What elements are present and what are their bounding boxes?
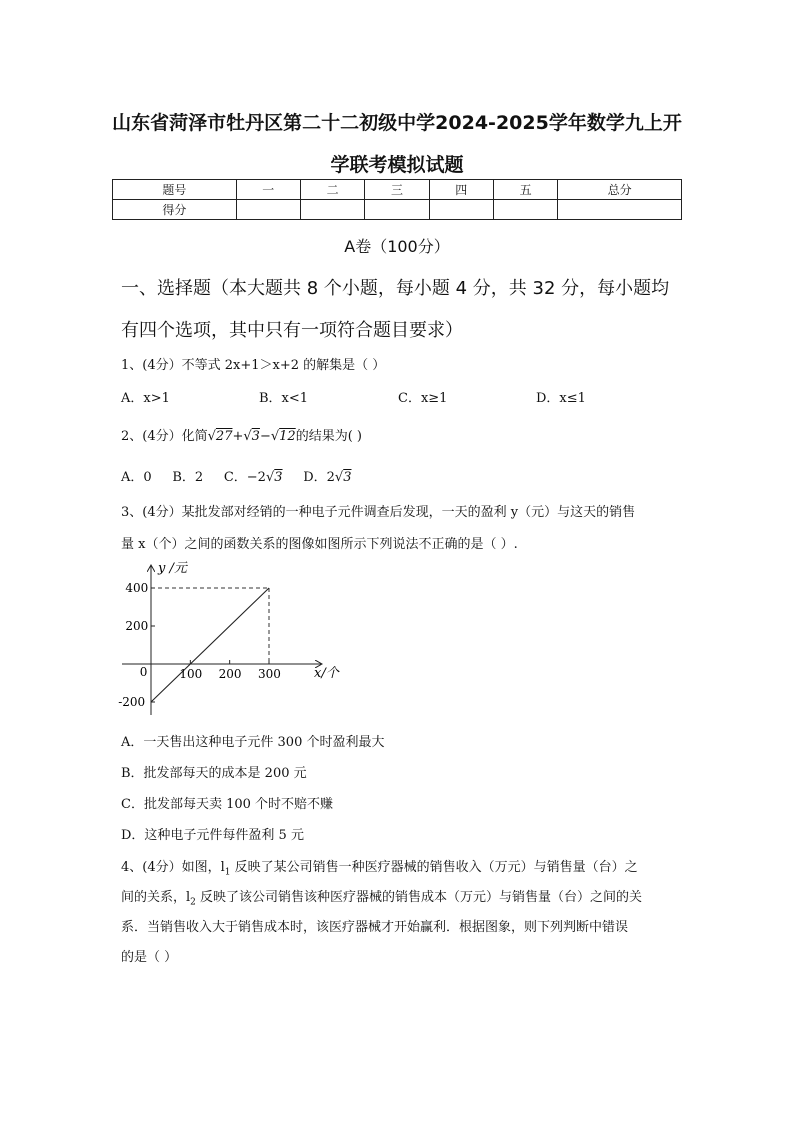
doc-title-line1: 山东省菏泽市牡丹区第二十二初级中学2024-2025学年数学九上开 — [112, 112, 682, 134]
q1-text: 1、(4分）不等式 2x+1＞x+2 的解集是（ ） — [121, 358, 386, 373]
sqrt-sign: √ — [243, 429, 252, 444]
q3-text-line2: 量 x（个）之间的函数关系的图像如图所示下列说法不正确的是（ ）. — [121, 537, 518, 552]
q2-text — [121, 425, 362, 444]
x-axis-label: x/个 — [314, 666, 339, 681]
x-tick-label: 100 — [179, 667, 203, 681]
x-tick-label: 200 — [218, 667, 242, 681]
q3-option-b: B．批发部每天的成本是 200 元 — [121, 766, 307, 781]
sqrt-sign: √ — [270, 429, 280, 444]
score-cell: 得分 — [113, 200, 237, 220]
doc-title-line2: 学联考模拟试题 — [330, 154, 464, 176]
q1-option-d: D．x≤1 — [536, 391, 586, 406]
score-cell[interactable] — [300, 200, 364, 220]
q1-option-b: B．x<1 — [259, 391, 309, 406]
q4-text-line3: 系．当销售收入大于销售成本时，该医疗器械才开始赢利．根据图象，则下列判断中错误 — [121, 920, 629, 935]
q4-text-line1: 4、(4分）如图，$l_1$ 反映了某公司销售一种医疗器械的销售收入（万元）与销售量（台）之 — [121, 860, 638, 878]
y-axis-label: y /元 — [158, 561, 187, 576]
part1-heading-line1: 一、选择题（本大题共 8 个小题，每小题 4 分，共 32 分，每小题均 — [121, 278, 670, 299]
score-cell[interactable] — [236, 200, 300, 220]
y-tick-label: 400 — [125, 581, 149, 595]
score-table-header-row — [113, 180, 682, 200]
q2-radicand-3: 12 — [279, 429, 296, 444]
q2-option-c: C．−2√3 — [223, 470, 283, 485]
score-cell: 四 — [429, 180, 493, 200]
q4-text-line4: 的是（ ） — [121, 950, 178, 965]
q2-option-b: B．2 — [172, 470, 204, 485]
y-tick-label: -200 — [118, 695, 146, 709]
score-table — [112, 179, 682, 220]
q2-option-a: A．0 — [121, 470, 152, 485]
q2-plus: + — [232, 429, 244, 444]
y-tick-label: 0 — [139, 665, 148, 679]
q2-prefix: 2、(4分）化简 — [121, 429, 208, 444]
score-table-score-row — [113, 200, 682, 220]
part1-heading-line2: 有四个选项，其中只有一项符合题目要求） — [121, 320, 463, 341]
section-a-heading: A卷（100分） — [344, 237, 450, 256]
x-tick-label: 300 — [258, 667, 281, 681]
q2-radicand-1: 27 — [215, 429, 233, 444]
q3-option-d: D．这种电子元件每件盈利 5 元 — [121, 828, 304, 843]
score-cell[interactable] — [365, 200, 429, 220]
q3-option-a: A．一天售出这种电子元件 300 个时盈利最大 — [121, 735, 385, 750]
score-cell: 三 — [365, 180, 429, 200]
q1-option-c: C．x≥1 — [398, 391, 448, 406]
score-cell: 总分 — [558, 180, 682, 200]
q3-text-line1: 3、(4分）某批发部对经销的一种电子元件调查后发现，一天的盈利 y（元）与这天的销售 — [121, 505, 636, 520]
q2-options — [121, 466, 352, 485]
score-cell: 五 — [493, 180, 557, 200]
q2-minus: − — [259, 429, 271, 444]
q2-radicand-2: 3 — [251, 429, 260, 444]
score-cell[interactable] — [429, 200, 493, 220]
sqrt-sign: √ — [207, 429, 216, 444]
score-cell[interactable] — [558, 200, 682, 220]
score-cell: 二 — [300, 180, 364, 200]
q2-suffix: 的结果为( ) — [295, 429, 362, 444]
q4-text-line2: 间的关系，$l_2$ 反映了该公司销售该种医疗器械的销售成本（万元）与销售量（台）之间的关 — [121, 890, 643, 908]
score-cell: 一 — [236, 180, 300, 200]
score-cell[interactable] — [493, 200, 557, 220]
q3-chart — [116, 560, 356, 720]
q1-option-a: A．x>1 — [121, 391, 170, 406]
q3-option-c: C．批发部每天卖 100 个时不赔不赚 — [121, 797, 334, 812]
q2-option-d: D．2√3 — [303, 470, 352, 485]
series-line — [151, 588, 269, 702]
y-tick-label: 200 — [125, 619, 149, 633]
score-cell: 题号 — [113, 180, 237, 200]
